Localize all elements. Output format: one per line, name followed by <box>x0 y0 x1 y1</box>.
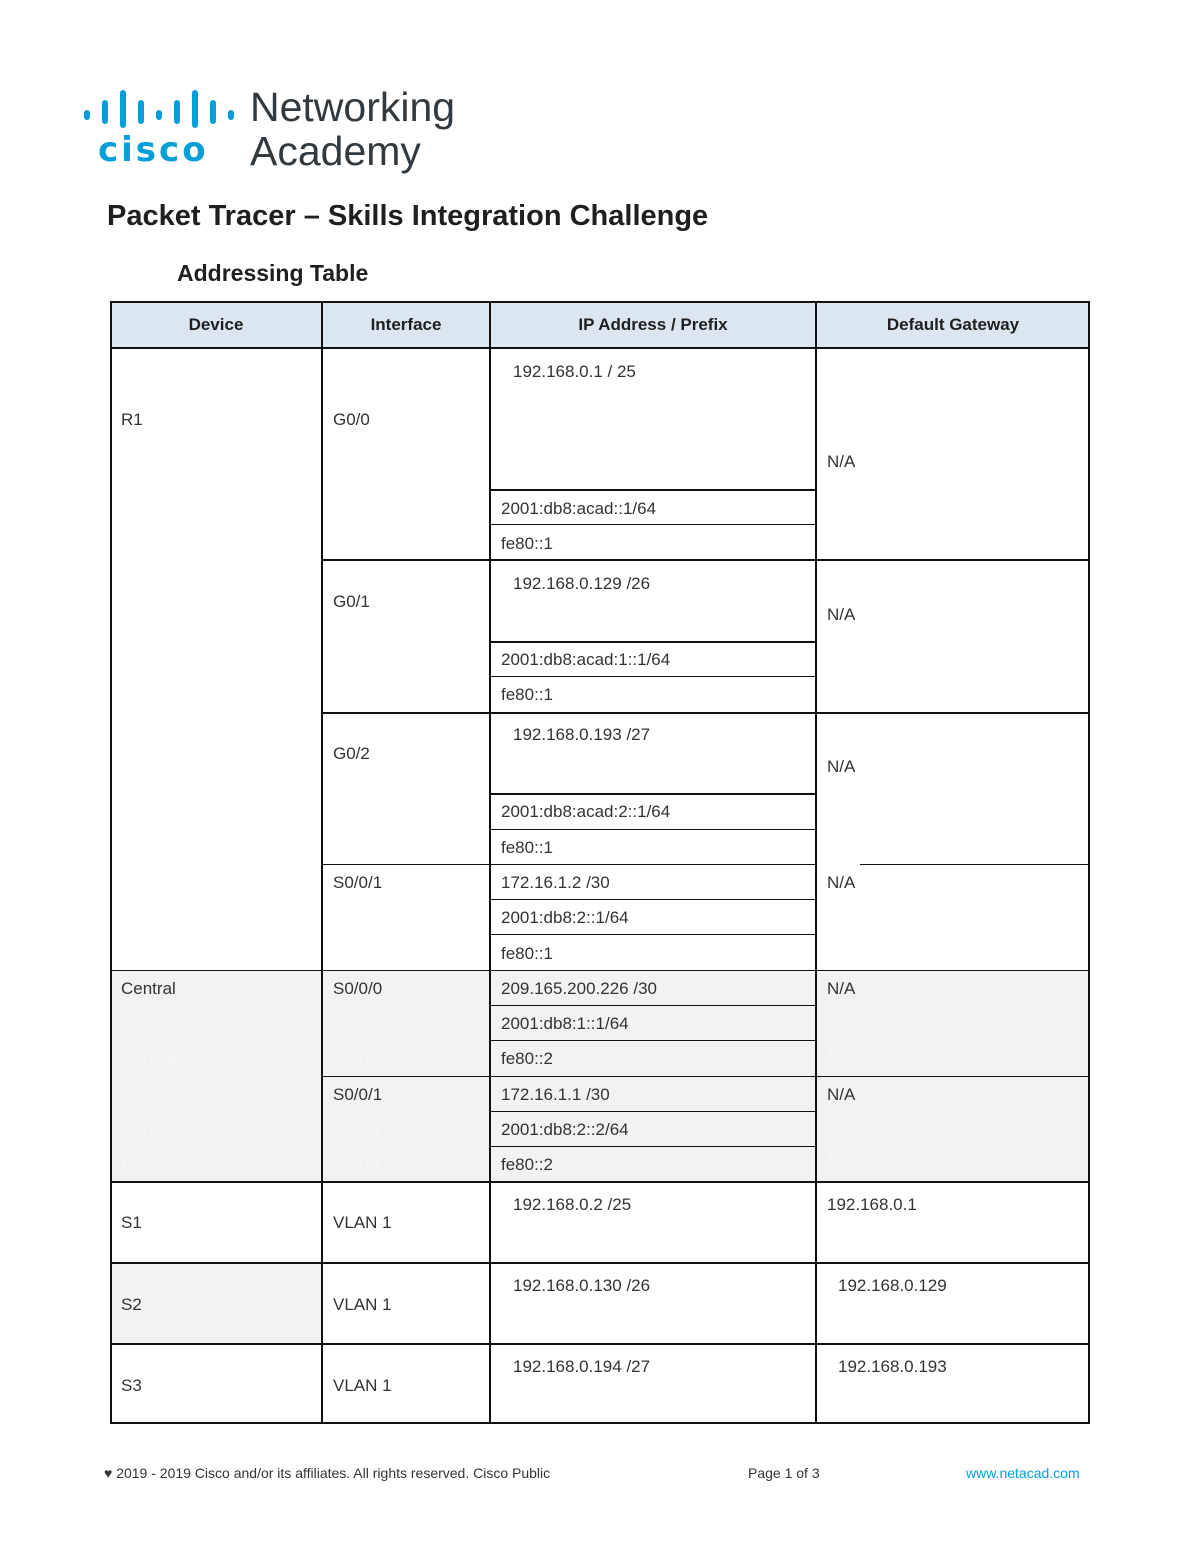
header-default-gateway: Default Gateway <box>816 301 1090 348</box>
gateway: N/A <box>827 605 856 624</box>
row-divider <box>321 712 1090 714</box>
header-divider <box>110 347 1090 349</box>
ip-address: 192.168.0.1 / 25 <box>513 362 636 381</box>
device-central: Central <box>121 979 176 998</box>
interface-central-s0-0-0: S0/0/0 <box>333 979 383 998</box>
interface-central-s0-0-1: S0/0/1 <box>333 1085 383 1104</box>
row-divider <box>489 829 816 830</box>
gateway: 192.168.0.1 <box>827 1195 917 1214</box>
ip-address: 192.168.0.2 /25 <box>513 1195 632 1214</box>
row-divider <box>489 524 816 525</box>
interface-s3-vlan1: VLAN 1 <box>333 1376 392 1395</box>
ip-address: 192.168.0.130 /26 <box>513 1276 651 1295</box>
ghost-gateway: N/A <box>827 1009 856 1028</box>
ip-address: 192.168.0.193 /27 <box>513 725 651 744</box>
ip-address: 2001:db8:2::2/64 <box>501 1120 629 1139</box>
row-divider <box>489 489 816 491</box>
gateway: N/A <box>827 452 856 471</box>
addressing-table <box>110 301 1090 1424</box>
logo-academy-text: Academy <box>250 128 421 174</box>
ghost-device: Central <box>121 1120 176 1139</box>
ghost-interface: S0/0/1 <box>333 1155 383 1174</box>
row-divider <box>489 1146 816 1147</box>
gateway: N/A <box>827 873 856 892</box>
interface-r1-g0-2: G0/2 <box>333 744 370 763</box>
s2-device-shading <box>110 1263 322 1343</box>
column-divider <box>321 301 323 1424</box>
row-divider <box>110 1262 1090 1264</box>
ghost-gateway: N/A <box>827 1150 856 1169</box>
ip-address: 192.168.0.129 /26 <box>513 574 651 593</box>
row-divider <box>489 1111 816 1112</box>
row-divider <box>321 559 1090 561</box>
row-divider <box>489 676 816 677</box>
ghost-interface: S0/0/0 <box>333 1014 383 1033</box>
ip-address: 2001:db8:1::1/64 <box>501 1014 629 1033</box>
footer-link-wrapper <box>966 1465 1080 1481</box>
row-divider <box>321 864 816 865</box>
row-divider <box>489 1005 816 1006</box>
device-s1: S1 <box>121 1213 142 1232</box>
ip-address: 172.16.1.2 /30 <box>501 873 610 892</box>
ip-address: 2001:db8:acad:2::1/64 <box>501 802 671 821</box>
gateway: N/A <box>827 1085 856 1104</box>
interface-s1-vlan1: VLAN 1 <box>333 1213 392 1232</box>
document-title: Packet Tracer – Skills Integration Challenge <box>107 200 709 232</box>
gateway: 192.168.0.129 <box>838 1276 947 1295</box>
ip-address: 172.16.1.1 /30 <box>501 1085 610 1104</box>
row-divider <box>860 864 1090 865</box>
table-border <box>110 301 112 1424</box>
row-divider <box>110 1343 1090 1345</box>
netacad-link[interactable]: www.netacad.com <box>966 1465 1080 1481</box>
section-title: Addressing Table <box>177 260 369 286</box>
device-r1: R1 <box>121 410 143 429</box>
header-interface: Interface <box>322 301 490 348</box>
ip-address: fe80::1 <box>501 838 553 857</box>
row-divider <box>489 641 816 643</box>
footer-page-number: Page 1 of 3 <box>748 1465 820 1481</box>
device-s3: S3 <box>121 1376 142 1395</box>
interface-r1-s0-0-1: S0/0/1 <box>333 873 383 892</box>
cisco-networking-academy-logo <box>84 84 484 180</box>
row-divider <box>489 899 816 900</box>
row-divider <box>489 1040 816 1041</box>
ip-address: 192.168.0.194 /27 <box>513 1357 651 1376</box>
table-border <box>1088 301 1090 1424</box>
table-border <box>110 1422 1090 1424</box>
device-s2: S2 <box>121 1295 142 1314</box>
ip-address: fe80::1 <box>501 534 553 553</box>
row-divider <box>321 1076 1090 1077</box>
ghost-device: Central <box>121 1014 176 1033</box>
ip-address: fe80::2 <box>501 1049 553 1068</box>
row-divider <box>110 1181 1090 1183</box>
table-border <box>110 301 1090 303</box>
cisco-wordmark: cisco <box>98 130 209 170</box>
ghost-gateway: N/A <box>827 1115 856 1134</box>
row-divider <box>110 970 1090 971</box>
ip-address: 2001:db8:acad::1/64 <box>501 499 657 518</box>
logo-networking-text: Networking <box>250 84 456 130</box>
ip-address: fe80::1 <box>501 944 553 963</box>
header-device: Device <box>110 301 322 348</box>
ghost-interface: S0/0/1 <box>333 1120 383 1139</box>
row-divider <box>489 793 816 795</box>
ip-address: 2001:db8:acad:1::1/64 <box>501 650 671 669</box>
ip-address: fe80::1 <box>501 685 553 704</box>
header-ip-address: IP Address / Prefix <box>490 301 816 348</box>
interface-s2-vlan1: VLAN 1 <box>333 1295 392 1314</box>
ghost-device: Central <box>121 1155 176 1174</box>
gateway: N/A <box>827 757 856 776</box>
column-divider <box>815 301 817 1424</box>
ghost-interface: S0/0/0 <box>333 1049 383 1068</box>
ip-address: 209.165.200.226 /30 <box>501 979 657 998</box>
ghost-gateway: N/A <box>827 1044 856 1063</box>
interface-r1-g0-0: G0/0 <box>333 410 370 429</box>
gateway: 192.168.0.193 <box>838 1357 947 1376</box>
column-divider <box>489 301 491 1424</box>
row-divider <box>489 934 816 935</box>
ip-address: 2001:db8:2::1/64 <box>501 908 629 927</box>
gateway: N/A <box>827 979 856 998</box>
cisco-bars-icon <box>84 88 234 130</box>
ghost-device: Central <box>121 1049 176 1068</box>
footer-copyright: ♥ 2019 - 2019 Cisco and/or its affiliates. All rights reserved. Cisco Public <box>104 1465 551 1481</box>
ip-address: fe80::2 <box>501 1155 553 1174</box>
ghost-device: Central <box>121 1085 176 1104</box>
interface-r1-g0-1: G0/1 <box>333 592 370 611</box>
